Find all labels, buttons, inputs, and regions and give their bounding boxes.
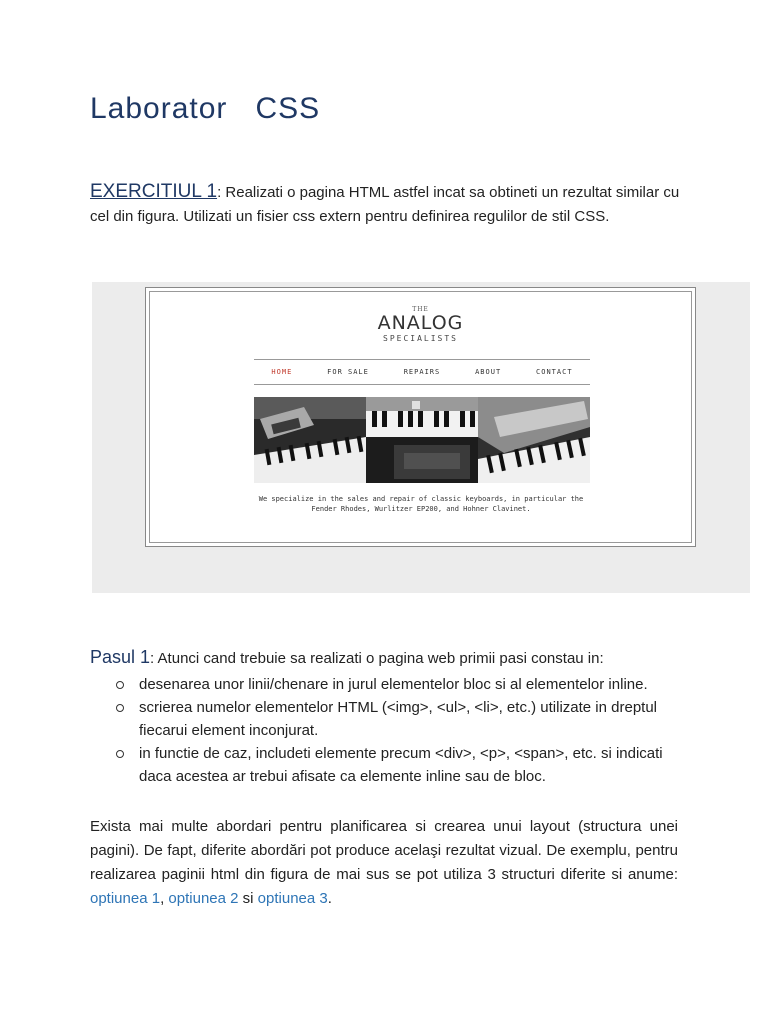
nav-contact: CONTACT (536, 368, 573, 376)
paragraph-text: Exista mai multe abordari pentru planificarea si crearea unui layout (structura unei pagini). De fapt, diferite abordări pot produce acelaşi rezultat vizual. De exemplu, pentru realizarea paginii html din figura de mai sus se pot utiliza 3 structuri diferite si anume: (90, 818, 678, 883)
step-1-line (90, 647, 604, 668)
option-1-link[interactable]: optiunea 1 (90, 890, 161, 907)
separator-1: , (160, 890, 169, 907)
circle-bullet-icon (116, 704, 124, 712)
list-item-text: desenarea unor linii/chenare in jurul elementelor bloc si al elementelor inline. (139, 676, 648, 693)
keyboards-photo (254, 397, 590, 483)
exercise-heading: EXERCITIUL 1 (90, 181, 218, 202)
figure-tagline: We specialize in the sales and repair of classic keyboards, in particular the Fender Rhodes, Wurlitzer EP200, and Hohner Clavinet. (258, 495, 584, 513)
logo-the: THE (412, 306, 429, 313)
nav-repairs: REPAIRS (403, 368, 441, 376)
title-part-2: CSS (255, 92, 321, 125)
list-item-text: in functie de caz, includeti elemente precum <div>, <p>, <span>, etc. si indicati daca acestea ar trebui afisate ca elemente inline sau de bloc. (139, 745, 663, 785)
list-item-text: scrierea numelor elementelor HTML (<img>, <ul>, <li>, etc.) utilizate in dreptul fiecarui element inconjurat. (139, 699, 658, 739)
nav-for-sale: FOR SALE (327, 368, 369, 376)
figure-nav (254, 359, 590, 385)
nav-home: HOME (271, 368, 293, 376)
paragraph-end: . (327, 890, 332, 907)
list-item (116, 742, 678, 788)
logo-specialists: SPECIALISTS (383, 334, 458, 343)
nav-about: ABOUT (475, 368, 502, 376)
option-2-link[interactable]: optiunea 2 (168, 890, 239, 907)
step-1-heading: Pasul 1 (90, 647, 151, 667)
list-item (116, 696, 678, 742)
circle-bullet-icon (116, 681, 124, 689)
step-1-list (116, 673, 678, 788)
exercise-paragraph (90, 180, 690, 229)
circle-bullet-icon (116, 750, 124, 758)
page-title (90, 92, 320, 126)
logo-analog: ANALOG (377, 312, 464, 334)
separator-2: si (238, 890, 258, 907)
option-3-link[interactable]: optiunea 3 (257, 890, 328, 907)
exercise-text: : Realizati o pagina HTML astfel incat sa obtineti un rezultat similar cu cel din figura. Utilizati un fisier css extern pentru definirea regulilor de stil CSS. (90, 184, 680, 225)
step-1-text: : Atunci cand trebuie sa realizati o pagina web primii pasi constau in: (150, 650, 604, 667)
layout-paragraph (90, 815, 678, 911)
list-item (116, 673, 678, 696)
example-website-figure (145, 287, 696, 547)
title-part-1: Laborator (90, 92, 228, 125)
